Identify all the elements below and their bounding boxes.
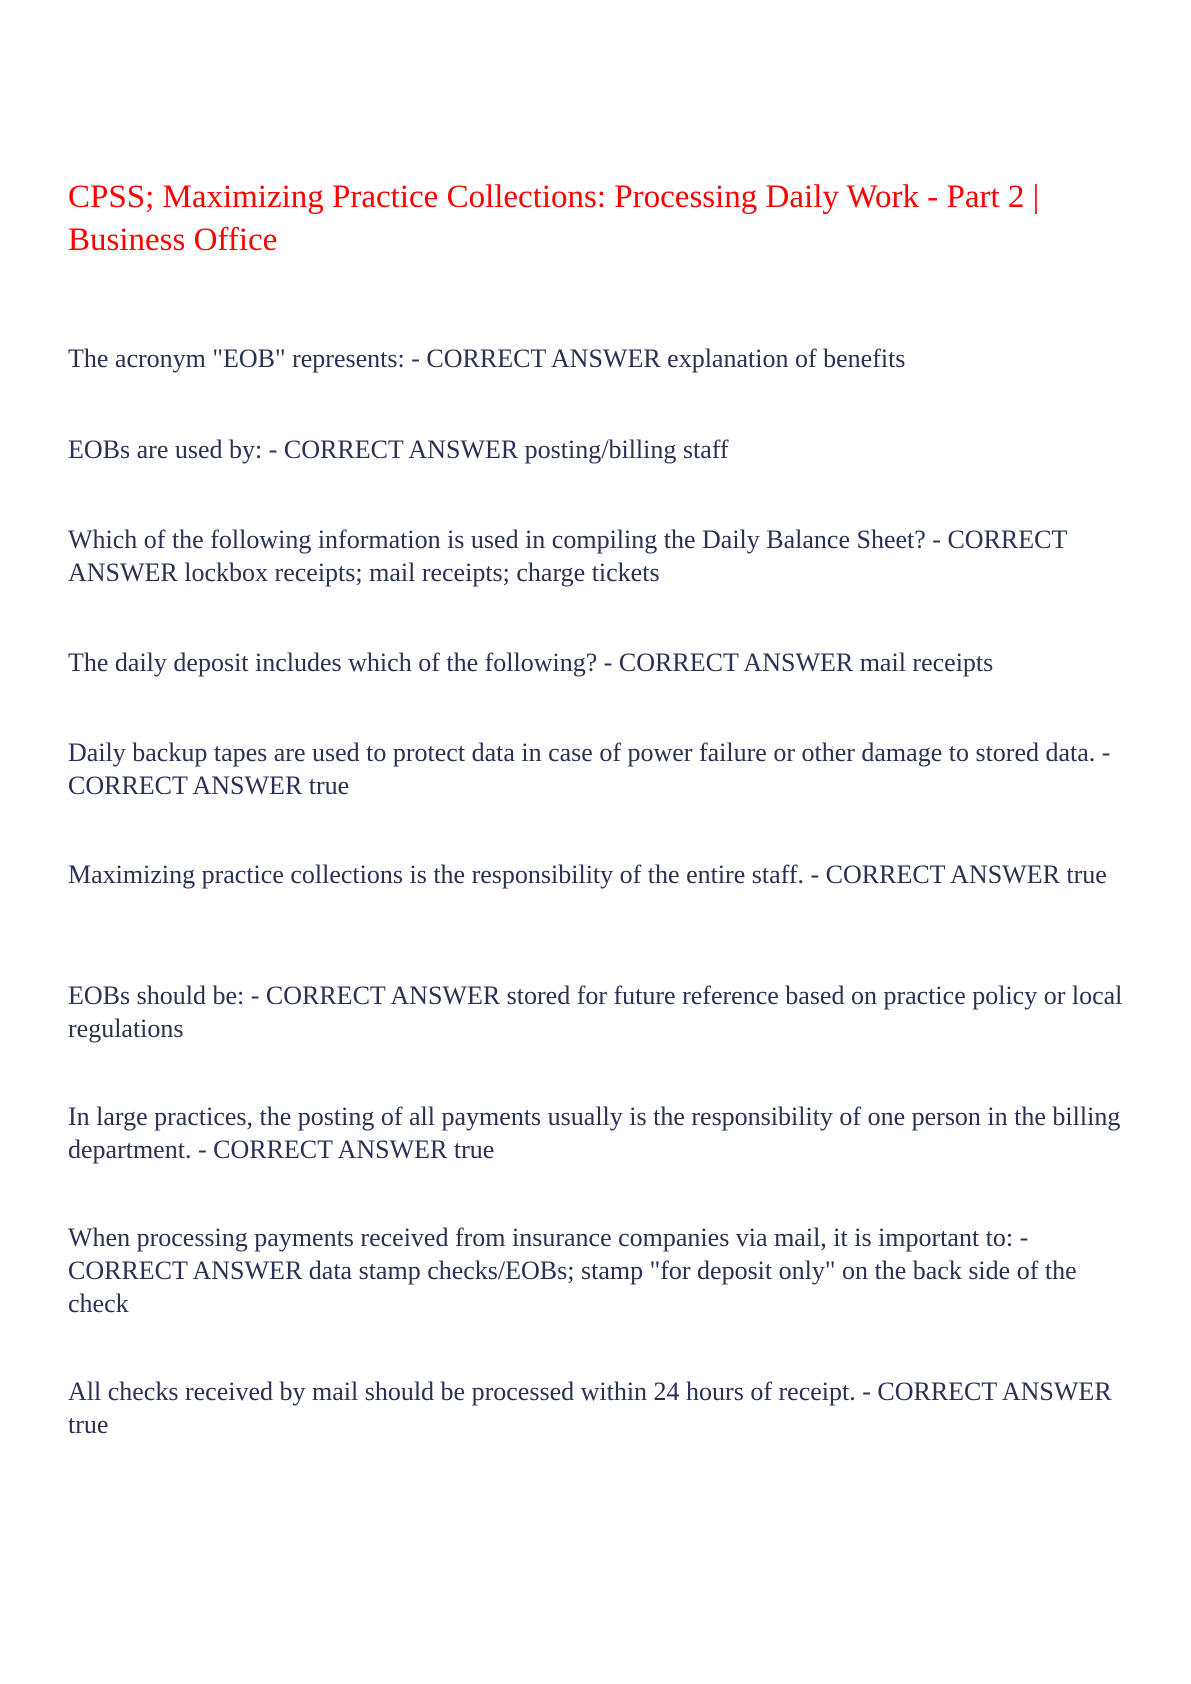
qa-item: All checks received by mail should be processed within 24 hours of receipt. - CORRECT ANSWER true bbox=[68, 1377, 1112, 1439]
qa-item: Maximizing practice collections is the responsibility of the entire staff. - CORRECT ANSWER true bbox=[68, 860, 1107, 889]
qa-item: EOBs should be: - CORRECT ANSWER stored for future reference based on practice policy or local regulations bbox=[68, 981, 1123, 1043]
qa-item: Which of the following information is used in compiling the Daily Balance Sheet? - CORRECT ANSWER lockbox receipts; mail receipts; charge tickets bbox=[68, 525, 1067, 587]
qa-item: Daily backup tapes are used to protect data in case of power failure or other damage to stored data. - CORRECT ANSWER true bbox=[68, 738, 1111, 800]
qa-item: When processing payments received from insurance companies via mail, it is important to: - CORRECT ANSWER data stamp checks/EOBs; stamp "for deposit only" on the back side of the check bbox=[68, 1223, 1077, 1318]
qa-item: The acronym "EOB" represents: - CORRECT ANSWER explanation of benefits bbox=[68, 344, 906, 373]
qa-item: EOBs are used by: - CORRECT ANSWER posting/billing staff bbox=[68, 435, 729, 464]
document-title: CPSS; Maximizing Practice Collections: Processing Daily Work - Part 2 | Business Office bbox=[68, 179, 1040, 258]
qa-item: In large practices, the posting of all payments usually is the responsibility of one person in the billing department. - CORRECT ANSWER true bbox=[68, 1102, 1121, 1164]
qa-item: The daily deposit includes which of the following? - CORRECT ANSWER mail receipts bbox=[68, 648, 994, 677]
